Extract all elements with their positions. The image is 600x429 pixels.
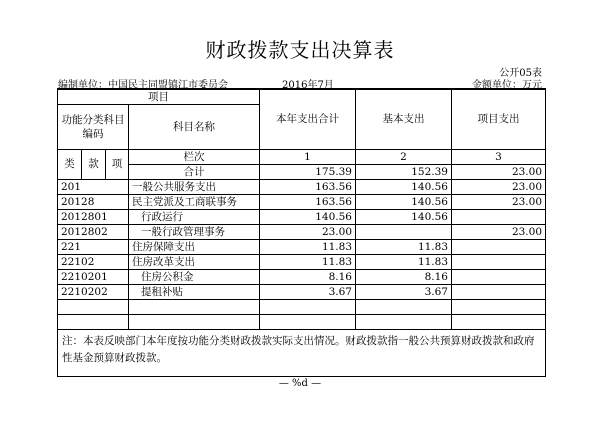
row-total: 23.00: [260, 225, 356, 240]
row-total: 8.16: [260, 270, 356, 285]
row-subject-name: 住房保障支出: [129, 240, 260, 255]
row-project: [452, 285, 546, 300]
row-basic: 140.56: [356, 195, 452, 210]
report-date: 2016年7月: [282, 80, 334, 91]
row-basic: 8.16: [356, 270, 452, 285]
header-row-item: [58, 89, 546, 105]
note-row: [58, 330, 546, 377]
header-heji: 合计: [129, 165, 260, 180]
table-row: [58, 255, 546, 270]
row-basic: 3.67: [356, 285, 452, 300]
header-project: 项目支出: [452, 89, 546, 150]
row-code: 22102: [58, 255, 129, 270]
col-number-1: 1: [260, 150, 356, 165]
row-code: 201: [58, 180, 129, 195]
row-code: 2012801: [58, 210, 129, 225]
header-xiang: 项: [106, 150, 129, 180]
col-number-3: 3: [452, 150, 546, 165]
row-code: 2012802: [58, 225, 129, 240]
row-code: 20128: [58, 195, 129, 210]
table-row: [58, 195, 546, 210]
expenditure-table: [57, 88, 546, 377]
row-subject-name: 提租补贴: [129, 285, 260, 300]
row-total: 163.56: [260, 195, 356, 210]
row-subject-name: 民主党派及工商联事务: [129, 195, 260, 210]
table-row: [58, 225, 546, 240]
total-value: 175.39: [260, 165, 356, 180]
row-project: 23.00: [452, 180, 546, 195]
row-subject-name: 行政运行: [129, 210, 260, 225]
row-subject-name: 一般公共服务支出: [129, 180, 260, 195]
row-code: 221: [58, 240, 129, 255]
header-subject-name: 科目名称: [129, 105, 260, 150]
table-note: 注：本表反映部门本年度按功能分类财政拨款实际支出情况。财政拨款指一般公共预算财政拨款和政府性基金预算财政拨款。: [58, 330, 546, 377]
row-project: [452, 210, 546, 225]
header-lanci: 栏次: [129, 150, 260, 165]
row-subject-name: 一般行政管理事务: [129, 225, 260, 240]
table-row: [58, 270, 546, 285]
empty-row: [58, 315, 546, 330]
row-project: [452, 240, 546, 255]
row-total: 11.83: [260, 240, 356, 255]
row-subject-name: 住房改革支出: [129, 255, 260, 270]
header-kuan: 款: [82, 150, 106, 180]
header-basic: 基本支出: [356, 89, 452, 150]
total-row: [58, 165, 546, 180]
form-number: 公开05表: [499, 68, 542, 79]
row-basic: [356, 225, 452, 240]
page-footer: — %d —: [278, 378, 322, 389]
row-basic: 11.83: [356, 240, 452, 255]
table-row: [58, 180, 546, 195]
total-project: 23.00: [452, 165, 546, 180]
header-item: 项目: [58, 89, 260, 105]
total-basic: 152.39: [356, 165, 452, 180]
row-project: [452, 255, 546, 270]
row-project: [452, 270, 546, 285]
header-func-class: 功能分类科目编码: [58, 105, 129, 150]
col-number-2: 2: [356, 150, 452, 165]
table-row: [58, 285, 546, 300]
amount-unit: 金额单位：万元: [472, 80, 542, 91]
row-total: 11.83: [260, 255, 356, 270]
row-project: 23.00: [452, 225, 546, 240]
header-lei: 类: [58, 150, 82, 180]
empty-row: [58, 300, 546, 315]
header-row-lanci: [58, 150, 546, 165]
row-total: 163.56: [260, 180, 356, 195]
row-code: 2210201: [58, 270, 129, 285]
row-code: 2210202: [58, 285, 129, 300]
row-total: 140.56: [260, 210, 356, 225]
reporting-unit: 编制单位：中国民主同盟镇江市委员会: [58, 80, 228, 91]
table-row: [58, 240, 546, 255]
table-row: [58, 210, 546, 225]
page-title: 财政拨款支出决算表: [205, 38, 395, 62]
row-subject-name: 住房公积金: [129, 270, 260, 285]
row-basic: 11.83: [356, 255, 452, 270]
row-total: 3.67: [260, 285, 356, 300]
header-total: 本年支出合计: [260, 89, 356, 150]
row-project: 23.00: [452, 195, 546, 210]
row-basic: 140.56: [356, 180, 452, 195]
row-basic: 140.56: [356, 210, 452, 225]
